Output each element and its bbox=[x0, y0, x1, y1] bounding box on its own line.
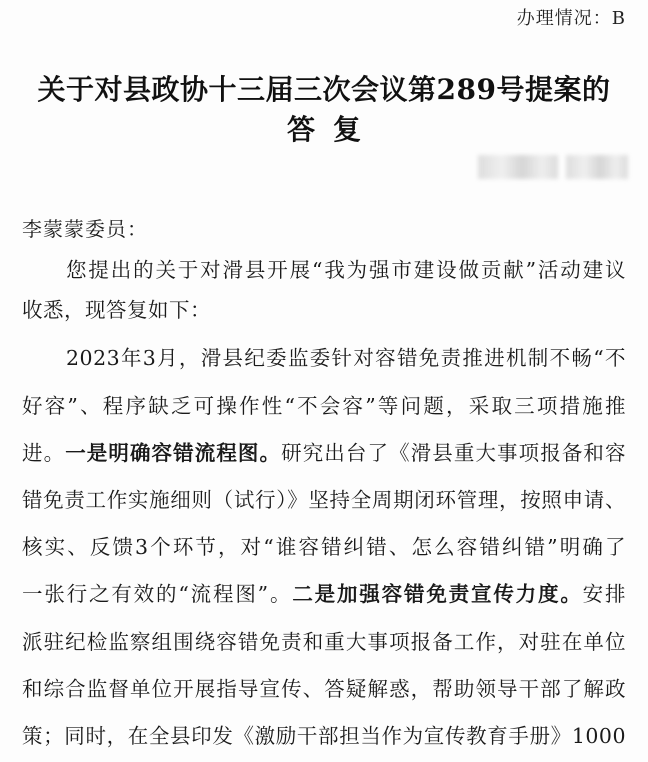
text-span: 进。 bbox=[22, 441, 66, 465]
bold-heading-one: 一是明确容错流程图。 bbox=[65, 441, 282, 465]
paragraph2-line: 好容”、程序缺乏可操作性“不会容”等问题，采取三项措施推 bbox=[22, 394, 626, 418]
paragraph1-line: 您提出的关于对滑县开展“我为强市建设做贡献”活动建议 bbox=[66, 258, 626, 282]
document-title-line1: 关于对县政协十三届三次会议第289号提案的 bbox=[37, 73, 611, 106]
text-span: 安排 bbox=[582, 582, 627, 606]
paragraph1-line: 收悉，现答复如下： bbox=[22, 298, 211, 322]
paragraph2-line: 和综合监督单位开展指导宣传、答疑解惑，帮助领导干部了解政 bbox=[22, 677, 626, 701]
document-title-line2: 答复 bbox=[286, 113, 379, 146]
salutation: 李蒙蒙委员： bbox=[22, 217, 148, 241]
paragraph2-line: 错免责工作实施细则（试行）》坚持全周期闭环管理，按照申请、 bbox=[22, 488, 626, 512]
text-span: 研究出台了《滑县重大事项报备和容 bbox=[281, 441, 627, 465]
redacted-block bbox=[478, 155, 558, 179]
bold-heading-two: 二是加强容错免责宣传力度。 bbox=[292, 582, 583, 606]
redacted-block bbox=[566, 155, 628, 179]
paragraph2-line bbox=[22, 436, 626, 466]
paragraph2-line bbox=[22, 577, 626, 607]
text-span: 一张行之有效的“流程图”。 bbox=[22, 582, 293, 606]
handling-status: 办理情况：B bbox=[516, 8, 626, 29]
paragraph2-line: 2023年3月，滑县纪委监委针对容错免责推进机制不畅“不 bbox=[66, 346, 626, 370]
paragraph2-line: 派驻纪检监察组围绕容错免责和重大事项报备工作，对驻在单位 bbox=[22, 630, 626, 654]
paragraph2-line: 策；同时，在全县印发《激励干部担当作为宣传教育手册》1000 bbox=[22, 724, 626, 748]
paragraph2-line: 核实、反馈3个环节，对“谁容错纠错、怎么容错纠错”明确了 bbox=[22, 535, 626, 559]
